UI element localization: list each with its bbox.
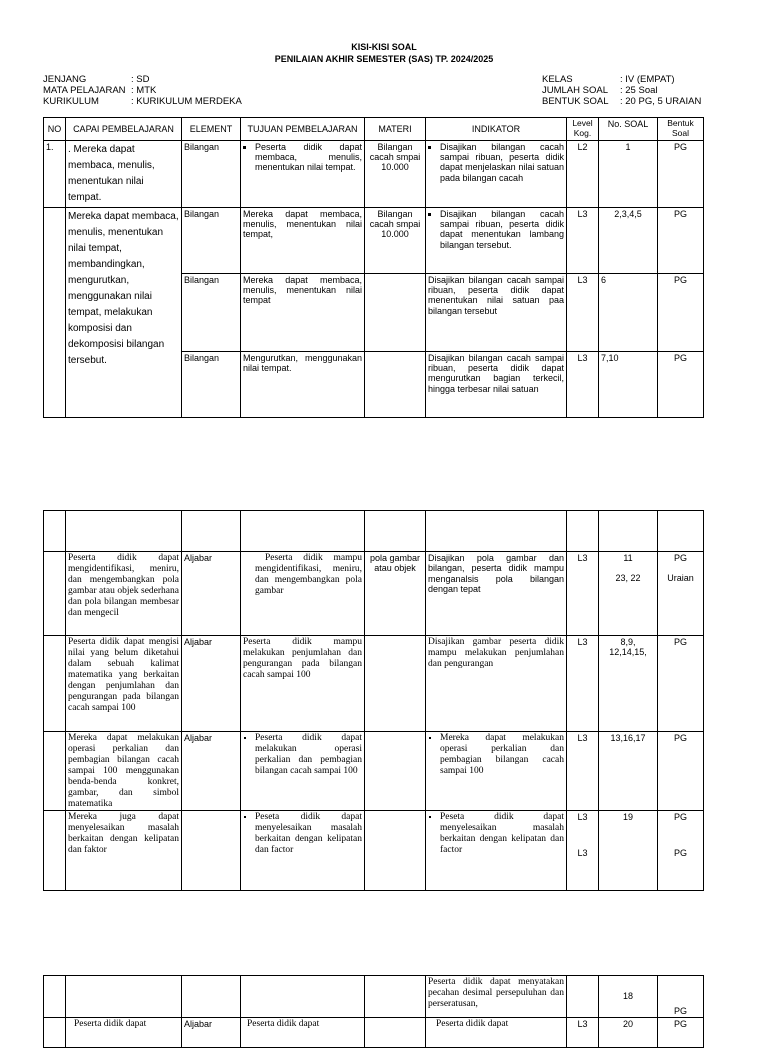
- bentuk-cell: PG: [658, 976, 704, 1018]
- level-cell: [567, 811, 599, 891]
- bentuk-uraian: Uraian: [667, 573, 694, 584]
- indikator-text: ▪ Peseta didik dapat menyelesaikan masalah berkaitan dengan kelipatan dan factor: [440, 812, 564, 856]
- nosoal-cell: 13,16,17: [599, 732, 658, 811]
- nosoal-cell: 7,10: [599, 351, 658, 417]
- tujuan-cell: Mereka dapat membaca, menulis, menentukan nilai tempat,: [241, 207, 365, 273]
- col-header: CAPAI PEMBELAJARAN: [66, 118, 182, 141]
- col-header: ELEMENT: [182, 118, 241, 141]
- meta-label: JENJANG: [43, 74, 87, 85]
- empty-cell: [44, 511, 66, 552]
- meta-value: : KURIKULUM MERDEKA: [131, 96, 242, 107]
- nosoal-cell: 8,9, 12,14,15,: [599, 636, 658, 732]
- bentuk-cell: PG: [658, 351, 704, 417]
- indikator-cell: Disajikan bilangan cacah sampai ribuan, peserta didik dapat menentukan nilai satuan paa bilangan tersebut: [426, 273, 567, 351]
- empty-cell: [426, 511, 567, 552]
- table-row: [44, 811, 704, 891]
- tujuan-cell: [241, 140, 365, 207]
- element-cell: Aljabar: [182, 1018, 241, 1048]
- meta-label: KURIKULUM: [43, 96, 99, 107]
- materi-cell: [365, 636, 426, 732]
- table-row-empty: [44, 511, 704, 552]
- capaian-cell: Mereka dapat membaca, menulis, menentukan nilai tempat, membandingkan, mengurutkan, menggunakan nilai tempat, melakukan komposisi dan dekomposisi bilangan tersebut.: [66, 207, 182, 417]
- element-cell: [182, 811, 241, 891]
- table-row: [44, 976, 704, 1018]
- element-cell: Bilangan: [182, 207, 241, 273]
- table-row: [44, 732, 704, 811]
- meta-right: [542, 75, 701, 108]
- bentuk-cell: PG: [658, 140, 704, 207]
- indikator-cell: Peserta didik dapat: [426, 1018, 567, 1048]
- meta-left: [43, 75, 242, 108]
- level-cell: L3: [567, 351, 599, 417]
- row-no: [44, 1018, 66, 1048]
- col-header: No. SOAL: [599, 118, 658, 141]
- table-row: [44, 207, 704, 273]
- bentuk-cell: PG: [658, 636, 704, 732]
- bentuk-cell: PG: [658, 1018, 704, 1048]
- document-title: KISI-KISI SOAL: [351, 42, 417, 52]
- row-no: [44, 207, 66, 417]
- level-cell: [567, 976, 599, 1018]
- meta-label: BENTUK SOAL: [542, 96, 609, 107]
- table-row: [44, 1018, 704, 1048]
- materi-cell: [365, 1018, 426, 1048]
- indikator-text: ▪ Mereka dapat melakukan operasi perkalian dan pembagian bilangan cacah sampai 100: [440, 733, 564, 777]
- indikator-cell: [426, 140, 567, 207]
- empty-cell: [182, 511, 241, 552]
- materi-cell: [365, 351, 426, 417]
- bentuk-cell: PG: [658, 207, 704, 273]
- bentuk-a: PG: [673, 812, 687, 823]
- bentuk-cell: [658, 811, 704, 891]
- level-cell: L3: [567, 636, 599, 732]
- nosoal-cell: 19: [599, 811, 658, 891]
- bentuk-cell: PG: [658, 732, 704, 811]
- meta-label: MATA PELAJARAN: [43, 85, 126, 96]
- col-header: INDIKATOR: [426, 118, 567, 141]
- col-header: Bentuk Soal: [658, 118, 704, 141]
- capaian-cell: . Mereka dapat membaca, menulis, menentukan nilai tempat.: [66, 140, 182, 207]
- empty-cell: [241, 511, 365, 552]
- table-row: [44, 140, 704, 207]
- capaian-cell: Peserta didik dapat mengisi nilai yang belum diketahui dalam sebuah kalimat matematika yang berkaitan dengan penjumlahan dan pengurangan pada bilangan cacah sampai 100: [66, 636, 182, 732]
- meta-value: : MTK: [131, 85, 157, 96]
- tujuan-cell: Peserta didik mampu mengidentifikasi, meniru, dan mengembangkan pola gambar: [241, 552, 365, 636]
- nosoal-uraian: 23, 22: [615, 573, 641, 584]
- tujuan-text: ▪ Peserta didik dapat membaca, menulis, menentukan nilai tempat.: [255, 142, 362, 173]
- indikator-text: ▪ Disajikan bilangan cacah sampai ribuan, peserta didik dapat menjelaskan nilai satuan pada bilangan cacah: [440, 142, 564, 183]
- nosoal-cell: 1: [599, 140, 658, 207]
- level-cell: L3: [567, 207, 599, 273]
- kisi-table-2: [43, 510, 704, 891]
- meta-value: : SD: [131, 74, 150, 85]
- nosoal-cell: 18: [599, 976, 658, 1018]
- bentuk-cell: [658, 552, 704, 636]
- indikator-text: ▪ Disajikan bilangan cacah sampai ribuan, peserta didik dapat menentukan lambang bilangan tersebut.: [440, 209, 564, 250]
- meta-value: : 25 Soal: [620, 85, 658, 96]
- level-cell: L3: [567, 552, 599, 636]
- indikator-cell: Peserta didik dapat menyatakan pecahan desimal persepuluhan dan perseratusan,: [426, 976, 567, 1018]
- element-cell: [182, 976, 241, 1018]
- materi-cell: Bilangan cacah smpai 10.000: [365, 140, 426, 207]
- capaian-cell: Mereka juga dapat menyelesaikan masalah berkaitan dengan kelipatan dan faktor: [66, 811, 182, 891]
- tujuan-cell: [241, 976, 365, 1018]
- element-cell: Aljabar: [182, 732, 241, 811]
- table-row: [44, 552, 704, 636]
- row-no: 1.: [44, 140, 66, 207]
- row-no: [44, 552, 66, 636]
- row-no: [44, 732, 66, 811]
- tujuan-cell: Mengurutkan, menggunakan nilai tempat.: [241, 351, 365, 417]
- capaian-cell: [66, 976, 182, 1018]
- indikator-cell: [426, 207, 567, 273]
- col-header: MATERI: [365, 118, 426, 141]
- nosoal-cell: 6: [599, 273, 658, 351]
- indikator-cell: Disajikan pola gambar dan bilangan, peserta didik mampu menganalsis pola bilangan dengan tepat: [426, 552, 567, 636]
- meta-label: JUMLAH SOAL: [542, 85, 608, 96]
- row-no: [44, 811, 66, 891]
- header-row: [44, 118, 704, 141]
- nosoal-cell: 20: [599, 1018, 658, 1048]
- materi-cell: [365, 273, 426, 351]
- bentuk-b: PG: [673, 847, 687, 858]
- level-cell: L2: [567, 140, 599, 207]
- capaian-cell: Mereka dapat melakukan operasi perkalian dan pembagian bilangan cacah sampai 100 menggunakan benda-benda konkret, gambar, dan simbol matematika: [66, 732, 182, 811]
- nosoal-pg: 11: [623, 553, 633, 563]
- tujuan-cell: Mereka dapat membaca, menulis, menentukan nilai tempat: [241, 273, 365, 351]
- table-row: [44, 636, 704, 732]
- col-header: TUJUAN PEMBELAJARAN: [241, 118, 365, 141]
- materi-cell: Bilangan cacah smpai 10.000: [365, 207, 426, 273]
- empty-cell: [658, 511, 704, 552]
- tujuan-cell: Peserta didik dapat: [241, 1018, 365, 1048]
- level-cell: L3: [567, 732, 599, 811]
- tujuan-cell: [241, 811, 365, 891]
- indikator-cell: [426, 732, 567, 811]
- level-cell: L3: [567, 1018, 599, 1048]
- kisi-table-3: [43, 975, 704, 1048]
- row-no: [44, 636, 66, 732]
- element-cell: Aljabar: [182, 552, 241, 636]
- row-no: [44, 976, 66, 1018]
- materi-cell: [365, 732, 426, 811]
- indikator-cell: Disajikan gambar peserta didik mampu melakukan penjumlahan dan pengurangan: [426, 636, 567, 732]
- document-subtitle: PENILAIAN AKHIR SEMESTER (SAS) TP. 2024/2025: [274, 54, 494, 64]
- indikator-cell: [426, 811, 567, 891]
- level-b: L3: [577, 847, 588, 858]
- empty-cell: [567, 511, 599, 552]
- empty-cell: [599, 511, 658, 552]
- capaian-cell: Peserta didik dapat: [66, 1018, 182, 1048]
- kisi-table-1: [43, 117, 704, 418]
- tujuan-cell: Peserta didik mampu melakukan penjumlahan dan pengurangan pada bilangan cacah sampai 100: [241, 636, 365, 732]
- nosoal-cell: 2,3,4,5: [599, 207, 658, 273]
- capaian-cell: Peserta didik dapat mengidentifikasi, meniru, dan mengembangkan pola gambar atau objek sederhana dan pola bilangan membesar dan mengecil: [66, 552, 182, 636]
- materi-cell: pola gambar atau objek: [365, 552, 426, 636]
- empty-cell: [365, 511, 426, 552]
- indikator-cell: Disajikan bilangan cacah sampai ribuan, peserta didik dapat mengurutkan bagian terkecil, hingga terbesar nilai satuan: [426, 351, 567, 417]
- meta-label: KELAS: [542, 74, 573, 85]
- level-cell: L3: [567, 273, 599, 351]
- element-cell: Bilangan: [182, 351, 241, 417]
- materi-cell: [365, 811, 426, 891]
- element-cell: Aljabar: [182, 636, 241, 732]
- meta-value: : 20 PG, 5 URAIAN: [620, 96, 702, 107]
- tujuan-cell: [241, 732, 365, 811]
- nosoal-cell: [599, 552, 658, 636]
- meta-value: : IV (EMPAT): [620, 74, 675, 85]
- bentuk-cell: PG: [658, 273, 704, 351]
- col-header: Level Kog.: [567, 118, 599, 141]
- tujuan-text: ▪ Peserta didik dapat melakukan operasi perkalian dan pembagian bilangan cacah sampai 100: [255, 733, 362, 777]
- element-cell: Bilangan: [182, 273, 241, 351]
- col-header: NO: [44, 118, 66, 141]
- materi-cell: [365, 976, 426, 1018]
- empty-cell: [66, 511, 182, 552]
- tujuan-text: ▪ Peseta didik dapat menyelesaikan masalah berkaitan dengan kelipatan dan factor: [255, 812, 362, 856]
- bentuk-pg: PG: [673, 553, 687, 563]
- level-a: L3: [577, 812, 588, 823]
- element-cell: Bilangan: [182, 140, 241, 207]
